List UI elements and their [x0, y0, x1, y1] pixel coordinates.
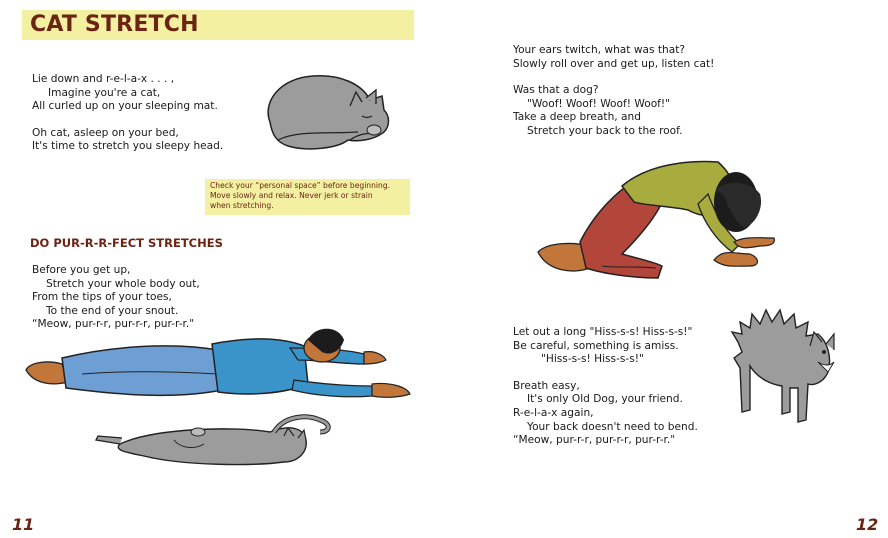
verse-line: Breath easy,: [513, 379, 580, 392]
tip-line: Check your “personal space” before beginning.: [210, 181, 391, 190]
verse-line: “Meow, pur-r-r, pur-r-r, pur-r-r.": [513, 434, 676, 447]
verse-curled-cat: [32, 73, 223, 154]
safety-tip-box: [205, 179, 410, 215]
stretching-boy-illustration: [22, 330, 417, 410]
verse-line: R-e-l-a-x again,: [513, 406, 594, 419]
verse-line: It's only Old Dog, your friend.: [527, 393, 683, 406]
verse-line: Stretch your back to the roof.: [527, 124, 683, 137]
verse-line: It's time to stretch you sleepy head.: [32, 140, 224, 153]
verse-line: Your ears twitch, what was that?: [513, 44, 685, 56]
verse-line: All curled up on your sleeping mat.: [32, 100, 218, 113]
verse-line: From the tips of your toes,: [32, 291, 172, 304]
title-banner: [22, 10, 414, 40]
verse-stretch-out: [32, 264, 200, 332]
tip-line: Move slowly and relax. Never jerk or strain: [210, 191, 373, 201]
right-page: [444, 0, 888, 538]
verse-line: Lie down and r-e-l-a-x . . . ,: [32, 73, 175, 85]
sleeping-cat-illustration: [258, 70, 393, 155]
verse-line: Be careful, something is amiss.: [513, 339, 679, 352]
section-heading: DO PUR-R-R-FECT STRETCHES: [30, 236, 223, 250]
verse-line: Was that a dog?: [513, 84, 599, 97]
page-number: 11: [12, 515, 35, 534]
verse-line: To the end of your snout.: [46, 304, 179, 317]
verse-line: “Meow, pur-r-r, pur-r-r, pur-r-r.": [32, 318, 195, 331]
hissing-cat-illustration: [728, 292, 848, 427]
verse-line: Stretch your whole body out,: [46, 277, 200, 290]
stretching-cat-illustration: [94, 410, 334, 472]
verse-line: Imagine you're a cat,: [48, 86, 161, 99]
tip-line: when stretching.: [210, 201, 274, 211]
verse-line: Let out a long "Hiss-s-s! Hiss-s-s!": [513, 326, 693, 338]
page-number: 12: [856, 515, 879, 534]
page-title: CAT STRETCH: [30, 12, 199, 37]
verse-roll-over: [513, 44, 714, 139]
verse-line: Take a deep breath, and: [513, 111, 641, 124]
verse-line: Slowly roll over and get up, listen cat!: [513, 57, 715, 70]
verse-line: "Woof! Woof! Woof! Woof!": [527, 97, 671, 110]
verse-line: Before you get up,: [32, 264, 131, 276]
kneeling-boy-illustration: [538, 150, 778, 288]
verse-line: Your back doesn't need to bend.: [527, 420, 698, 433]
verse-line: "Hiss-s-s! Hiss-s-s!": [541, 353, 644, 366]
verse-hiss: [513, 326, 698, 448]
verse-line: Oh cat, asleep on your bed,: [32, 126, 179, 139]
